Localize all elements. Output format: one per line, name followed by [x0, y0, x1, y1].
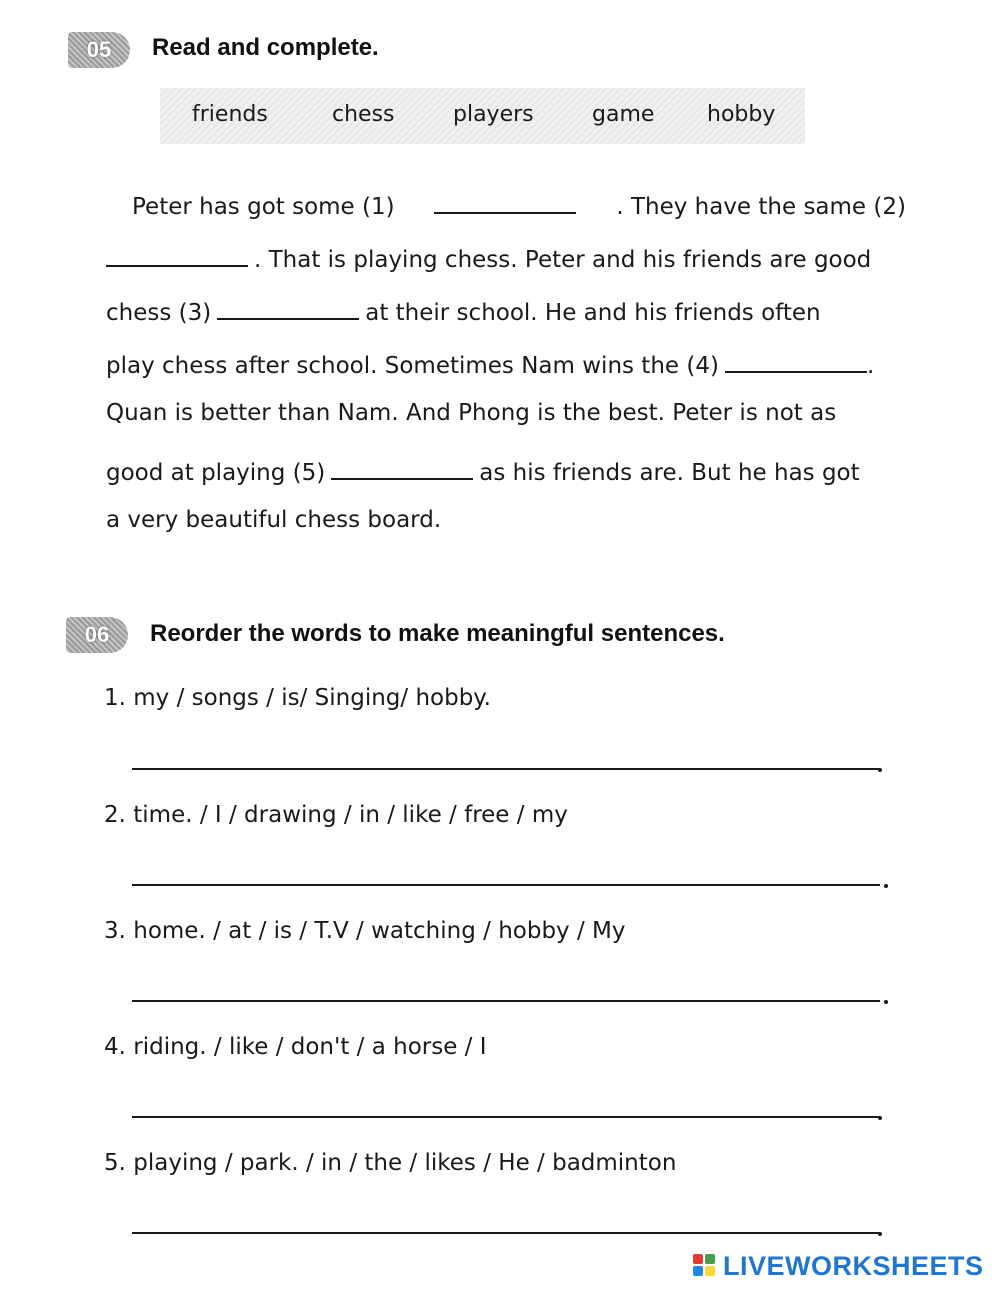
paragraph-text: chess (3) [106, 300, 212, 326]
reorder-item: 2. time. / I / drawing / in / like / free / my [104, 802, 568, 828]
answer-line[interactable] [132, 1232, 880, 1234]
paragraph-line [132, 188, 906, 220]
paragraph-line [106, 347, 906, 379]
paragraph-line [106, 241, 906, 273]
blank-3[interactable] [217, 294, 359, 320]
reorder-item: 1. my / songs / is/ Singing/ hobby. [104, 685, 491, 711]
paragraph-text: Peter has got some (1) [132, 194, 395, 220]
reorder-item: 3. home. / at / is / T.V / watching / hobby / My [104, 918, 626, 944]
liveworksheets-logo-icon [693, 1254, 717, 1278]
answer-line[interactable] [132, 1000, 880, 1002]
paragraph-text: . That is playing chess. Peter and his friends are good [254, 247, 872, 273]
section-title: Reorder the words to make meaningful sentences. [150, 620, 725, 647]
section-number-badge: 06 [66, 617, 128, 653]
paragraph-text: as his friends are. But he has got [479, 460, 860, 486]
word-bank-item: chess [332, 102, 395, 127]
section-number-badge: 05 [68, 32, 130, 68]
liveworksheets-logo [693, 1250, 984, 1281]
paragraph-text: good at playing (5) [106, 460, 326, 486]
paragraph-line [106, 454, 906, 486]
word-bank-item: friends [192, 102, 268, 127]
word-bank-item: players [453, 102, 534, 127]
answer-line[interactable] [132, 884, 880, 886]
period-dot [878, 1116, 882, 1120]
paragraph-text: a very beautiful chess board. [106, 507, 442, 533]
section-title: Read and complete. [152, 34, 379, 61]
paragraph-text: . They have the same (2) [616, 194, 906, 220]
blank-2[interactable] [106, 241, 248, 267]
word-bank [160, 88, 805, 144]
answer-line[interactable] [132, 1116, 880, 1118]
paragraph-text: play chess after school. Sometimes Nam wins the (4) [106, 353, 719, 379]
blank-5[interactable] [331, 454, 473, 480]
paragraph-text: at their school. He and his friends often [365, 300, 821, 326]
paragraph-line [106, 294, 906, 326]
reorder-item: 5. playing / park. / in / the / likes / He / badminton [104, 1150, 677, 1176]
paragraph-line [106, 400, 906, 426]
reorder-item: 4. riding. / like / don't / a horse / I [104, 1034, 487, 1060]
period-dot [884, 884, 888, 888]
period-dot [878, 1232, 882, 1236]
period-dot [878, 768, 882, 772]
paragraph-line [106, 507, 906, 533]
paragraph-text: Quan is better than Nam. And Phong is the best. Peter is not as [106, 400, 837, 426]
word-bank-item: game [592, 102, 655, 127]
word-bank-item: hobby [707, 102, 776, 127]
blank-4[interactable] [725, 347, 867, 373]
blank-1[interactable] [434, 188, 576, 214]
period-dot [884, 1000, 888, 1004]
paragraph-text: . [866, 353, 875, 379]
brand-text: LIVEWORKSHEETS [723, 1250, 984, 1281]
answer-line[interactable] [132, 768, 880, 770]
